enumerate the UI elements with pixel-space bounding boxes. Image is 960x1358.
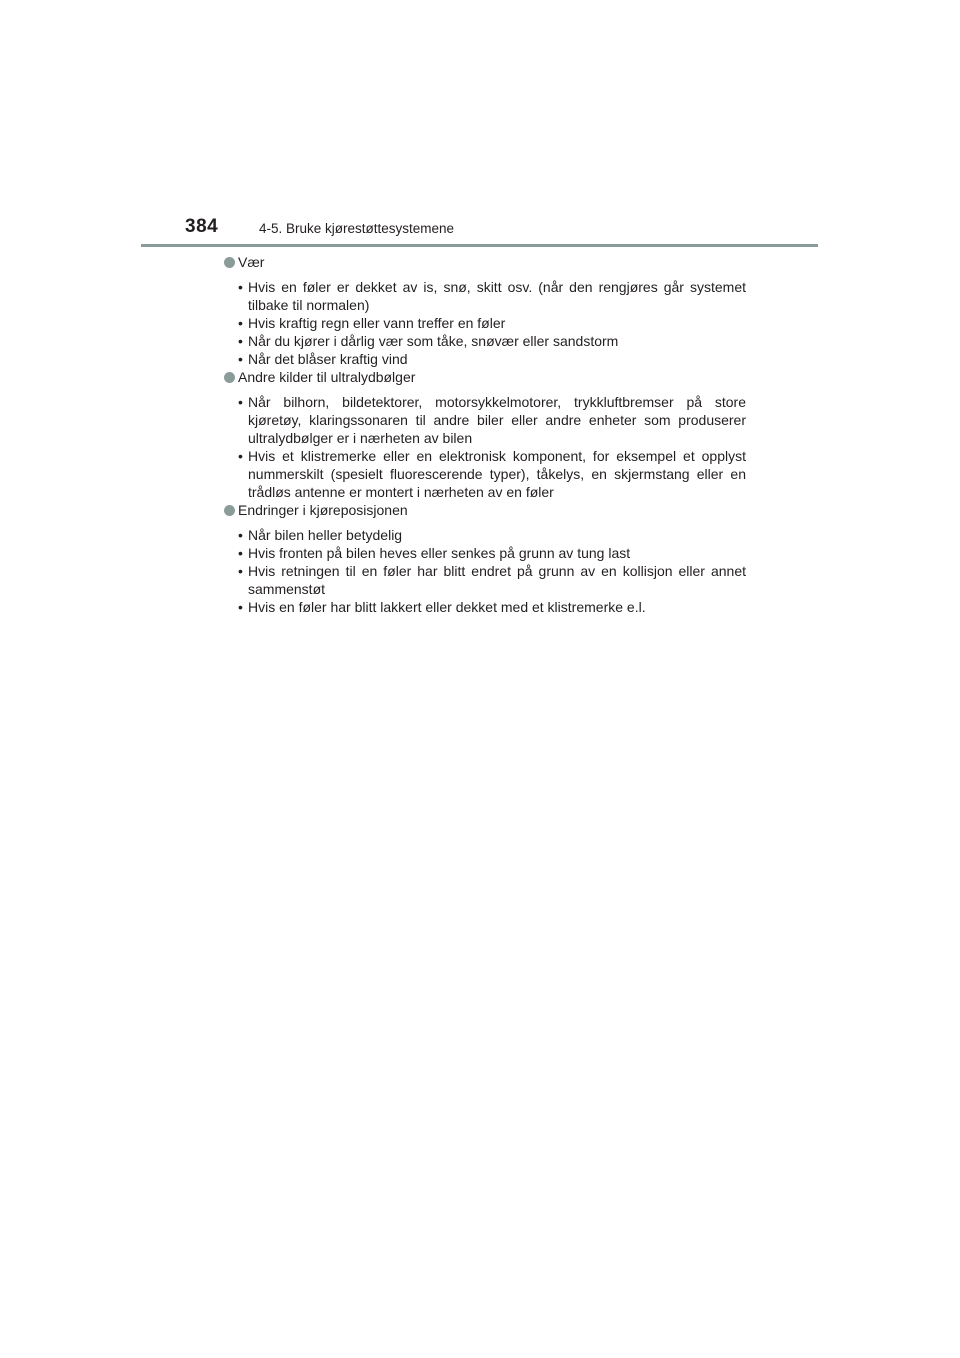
bullet-dot-icon: • [238,599,243,615]
sub-list [224,526,746,616]
sub-list [224,278,746,368]
bullet-dot-icon: • [238,448,243,464]
page-content [224,253,746,616]
list-item [224,598,746,616]
bullet-dot-icon: • [238,315,243,331]
section-heading-text: Andre kilder til ultralydbølger [238,369,416,385]
bullet-dot-icon: • [238,351,243,367]
list-item-text: Når det blåser kraftig vind [248,351,408,367]
sub-list [224,393,746,501]
section-driving-position [224,501,746,616]
bullet-dot-icon: • [238,545,243,561]
circle-bullet-icon [224,505,235,516]
list-item [224,393,746,447]
list-item-text: Hvis fronten på bilen heves eller senkes på grunn av tung last [248,545,631,561]
section-heading-text: Endringer i kjøreposisjonen [238,502,408,518]
section-ultrasound-sources [224,368,746,501]
list-item [224,447,746,501]
list-item [224,314,746,332]
section-heading [224,501,746,519]
circle-bullet-icon [224,257,235,268]
section-heading [224,253,746,271]
list-item-text: Hvis et klistremerke eller en elektronisk komponent, for eksempel et opplyst nummerskilt (spesielt fluorescerende typer), tåkelys, en skjermstang eller en trådløs antenne er montert i nærheten av en føler [248,448,746,500]
list-item-text: Når bilen heller betydelig [248,527,403,543]
list-item-text: Hvis retningen til en føler har blitt endret på grunn av en kollisjon eller annet sammenstøt [248,563,746,597]
list-item [224,526,746,544]
section-weather [224,253,746,368]
list-item [224,350,746,368]
header-rule [141,244,818,247]
list-item [224,562,746,598]
bullet-dot-icon: • [238,527,243,543]
bullet-dot-icon: • [238,394,243,410]
bullet-dot-icon: • [238,563,243,579]
list-item-text: Hvis kraftig regn eller vann treffer en føler [248,315,506,331]
list-item-text: Når bilhorn, bildetektorer, motorsykkelmotorer, trykkluftbremser på store kjøretøy, klaringssonaren til andre biler eller andre enheter som produserer ultralydbølger er i nærheten av bilen [248,394,746,446]
list-item-text: Når du kjører i dårlig vær som tåke, snøvær eller sandstorm [248,333,619,349]
running-head: 4-5. Bruke kjørestøttesystemene [259,221,455,236]
bullet-dot-icon: • [238,333,243,349]
section-heading-text: Vær [238,254,265,270]
page-number: 384 [185,216,219,237]
list-item-text: Hvis en føler er dekket av is, snø, skitt osv. (når den rengjøres går systemet tilbake til normalen) [248,279,746,313]
bullet-dot-icon: • [238,279,243,295]
list-item-text: Hvis en føler har blitt lakkert eller dekket med et klistremerke e.l. [248,599,646,615]
list-item [224,332,746,350]
section-heading [224,368,746,386]
list-item [224,278,746,314]
list-item [224,544,746,562]
circle-bullet-icon [224,372,235,383]
